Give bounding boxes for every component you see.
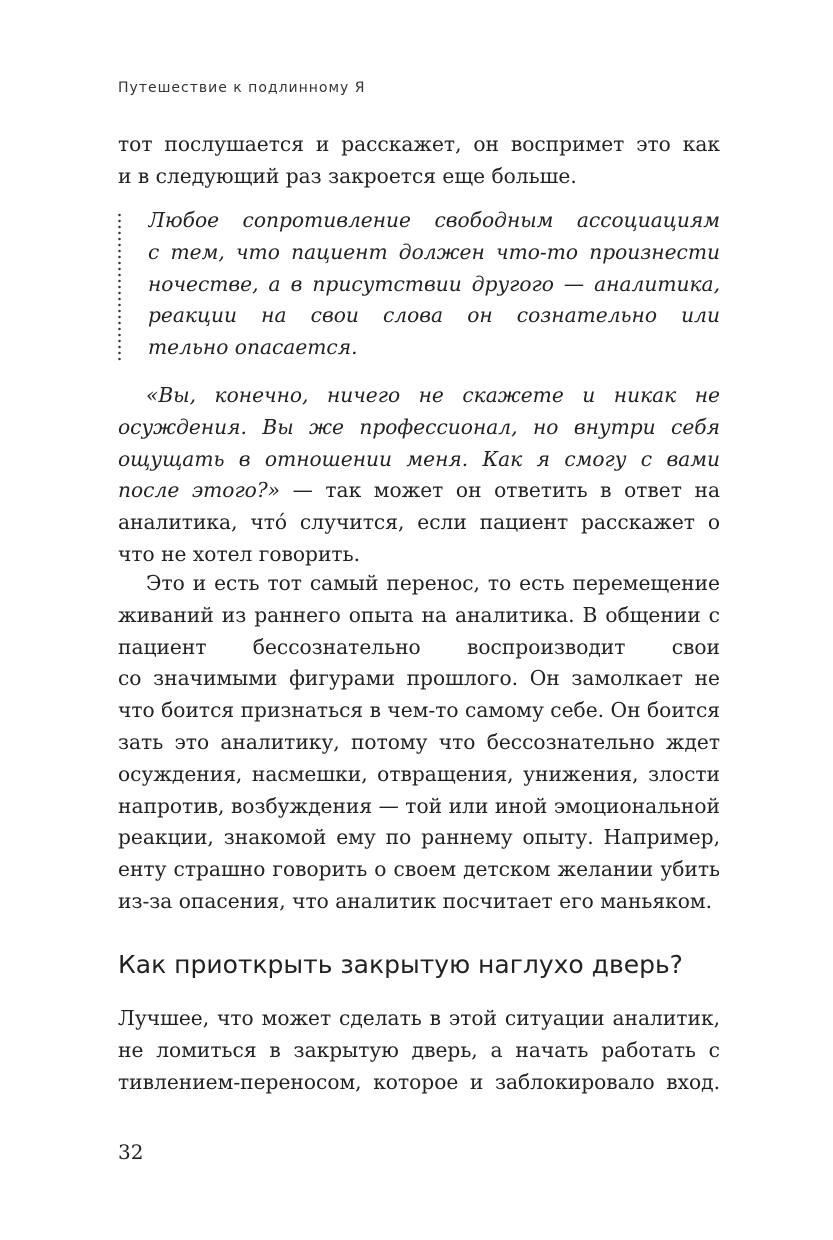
- callout-quote: [148, 205, 720, 364]
- text-line: напротив, возбуждения — той или иной эмоциональной: [118, 793, 720, 818]
- text-line: из-за опасения, что аналитик посчитает его маньяком.: [118, 888, 713, 913]
- page-number: 32: [118, 1140, 144, 1164]
- text-line: что не хотел говорить.: [118, 541, 361, 566]
- section-heading: Как приоткрыть закрытую наглухо дверь?: [118, 950, 683, 979]
- text-line: не ломиться в закрытую дверь, а начать работать с: [118, 1037, 720, 1062]
- text-line: осуждения. Вы же профессионал, но внутри себя: [118, 414, 720, 439]
- final-paragraph: [118, 1003, 720, 1098]
- text-line: зать это аналитику, потому что бессознательно ждет: [118, 729, 720, 754]
- text-line: Лучшее, что может сделать в этой ситуации аналитик,: [118, 1006, 720, 1030]
- text-line: тот послушается и расскажет, он воспримет это как: [118, 132, 720, 156]
- text-fragment: — так может он ответить в ответ на: [292, 478, 720, 503]
- callout-line: реакции на свои слова он сознательно или: [148, 303, 720, 328]
- text-line: енту страшно говорить о своем детском желании убить: [118, 857, 720, 882]
- transfer-paragraph: [118, 568, 720, 918]
- quote-paragraph: [118, 380, 720, 571]
- callout-dotted-rule: [118, 212, 121, 362]
- text-line: что боится признаться в чем-то самому себе. Он боится: [118, 698, 720, 723]
- text-line: ощущать в отношении меня. Как я смогу с вами: [118, 446, 720, 471]
- text-line: [118, 475, 720, 507]
- text-line: аналитика, что́ случится, если пациент расскажет о: [118, 510, 720, 535]
- text-line: осуждения, насмешки, отвращения, унижения, злости: [118, 761, 720, 786]
- text-line: Это и есть тот самый перенос, то есть перемещение: [146, 571, 720, 595]
- text-line: реакции, знакомой ему по раннему опыту. Например,: [118, 825, 720, 850]
- text-line: живаний из раннего опыта на аналитика. В общении с: [118, 602, 720, 627]
- callout-line: Любое сопротивление свободным ассоциациям: [148, 208, 720, 232]
- text-line: «Вы, конечно, ничего не скажете и никак не: [146, 383, 720, 407]
- text-line: пациент бессознательно воспроизводит свои: [118, 634, 720, 659]
- intro-paragraph: [118, 129, 720, 193]
- callout-line: с тем, что пациент должен что-то произнести: [148, 239, 720, 264]
- running-head: Путешествие к подлинному Я: [118, 80, 366, 96]
- text-line: тивлением-переносом, которое и заблокировало вход.: [118, 1069, 720, 1094]
- italic-fragment: после этого?»: [118, 478, 280, 503]
- text-line: со значимыми фигурами прошлого. Он замолкает не: [118, 666, 720, 691]
- text-line: и в следующий раз закроется еще больше.: [118, 163, 577, 188]
- callout-line: тельно опасается.: [148, 335, 358, 360]
- callout-line: ночестве, а в присутствии другого — аналитика,: [148, 271, 720, 296]
